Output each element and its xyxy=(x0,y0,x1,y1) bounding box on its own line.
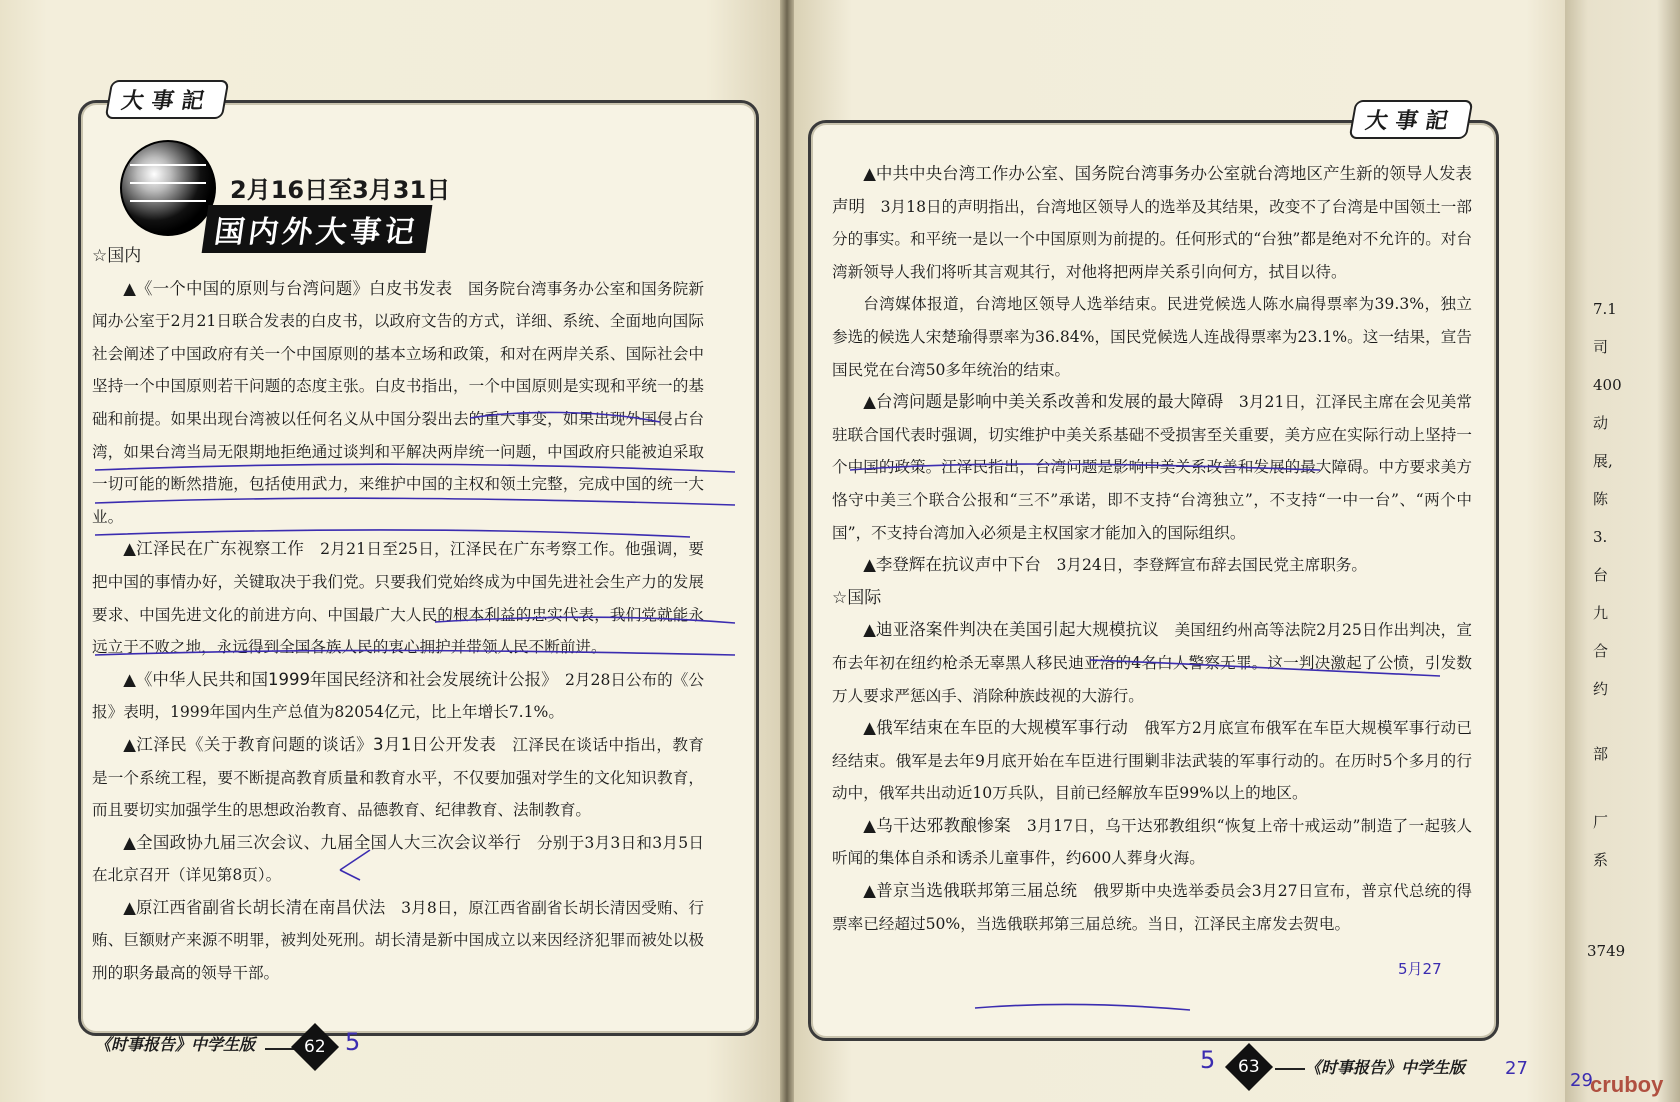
left-section-tag: 大事記 xyxy=(105,80,230,119)
item-headline: ▲中共中央台湾工作办公室、国务院台湾事务办公室就台湾地区产生新的领导人发表声明 xyxy=(832,164,1472,216)
edge-text-lower: 部 厂 系 xyxy=(1593,745,1609,869)
right-page-number: 63 xyxy=(1225,1043,1273,1091)
right-section-tag: 大事記 xyxy=(1349,100,1474,139)
edge-text-column: 7.1 司 400 动 展, 陈 3. 台 九 合 约 xyxy=(1593,300,1622,698)
banner-title: 国内外大事记 xyxy=(202,205,433,253)
underline-stroke xyxy=(95,498,735,505)
underline-stroke xyxy=(850,464,1320,470)
underline-stroke xyxy=(435,617,735,623)
corner-mark: 27 xyxy=(1505,1058,1528,1079)
corner-mark: 29 xyxy=(1570,1070,1593,1091)
item-body: 俄罗斯中央选举委员会3月27日宣布，普京代总统的得票率已经超过50%，当选俄联邦第三届总统。当日，江泽民主席发去贺电。 xyxy=(832,882,1472,933)
left-footer: 《时事报告》中学生版 xyxy=(95,1035,256,1054)
item-body: 美国纽约州高等法院2月25日作出判决，宣布去年初在纽约枪杀无辜黑人移民迪亚洛的4名白人警察无罪。这一判决激起了公愤，引发数万人要求严惩凶手、消除种族歧视的大游行。 xyxy=(832,621,1472,705)
item-body: 国务院台湾事务办公室和国务院新闻办公室于2月21日联合发表的白皮书，以政府文告的方式，详细、系统、全面地向国际社会阐述了中国政府有关一个中国原则的基本立场和政策，和对在两岸关系、国际社会中坚持一个中国原则若干问题的态度主张。白皮书指出，一个中国原则是实现和平统一的基础和前提。如果出现台湾被以任何名义从中国分裂出去的重大事变，如果出现外国侵占台湾，如果台湾当局无限期地拒绝通过谈判和平解决两岸统一问题，中国政府只能被迫采取一切可能的断然措施，包括使用武力，来维护中国的主权和领土完整，完成中国的统一大业。 xyxy=(92,279,704,526)
handwritten-mark: 5 xyxy=(345,1028,361,1056)
watermark: cruboy xyxy=(1590,1072,1664,1097)
item-body: 俄军方2月底宣布俄军在车臣大规模军事行动已经结束。俄军是去年9月底开始在车臣进行围剿非法武装的军事行动的。在历时5个多月的行动中，俄军共出动近10万兵队，目前已经解放车臣99%以上的地区。 xyxy=(832,719,1472,803)
item-headline: ▲《一个中国的原则与台湾问题》白皮书发表 xyxy=(123,278,453,298)
underline-stroke xyxy=(1090,660,1440,676)
item-headline: ▲李登辉在抗议声中下台 xyxy=(863,555,1041,575)
left-page-number: 62 xyxy=(291,1023,339,1071)
item-body: 台湾媒体报道，台湾地区领导人选举结束。民进党候选人陈水扁得票率为39.3%，独立参选的候选人宋楚瑜得票率为36.84%，国民党候选人连战得票率为23.1%。这一结果，宣告国民党在台湾50多年统治的结束。 xyxy=(832,295,1472,379)
item-body: 3月18日的声明指出，台湾地区领导人的选举及其结果，改变不了台湾是中国领土一部分的事实。和平统一是以一个中国原则为前提的。任何形式的“台独”都是绝对不允许的。对台湾新领导人我们将听其言观其行，对他将把两岸关系引向何方，拭目以待。 xyxy=(832,197,1472,281)
item-body: 3月17日，乌干达邪教组织“恢复上帝十戒运动”制造了一起骇人听闻的集体自杀和诱杀儿童事件，约600人葬身火海。 xyxy=(832,816,1472,868)
item-body: 3月8日，原江西省副省长胡长清因受贿、行贿、巨额财产来源不明罪，被判处死刑。胡长清是新中国成立以来因经济犯罪而被处以极刑的职务最高的领导干部。 xyxy=(92,898,704,983)
underline-stroke xyxy=(95,464,735,472)
arrow-stroke xyxy=(340,850,370,880)
underline-stroke xyxy=(95,650,735,655)
item-headline: ▲江泽民在广东视察工作 xyxy=(123,539,305,559)
item-headline: ▲江泽民《关于教育问题的谈话》3月1日公开发表 xyxy=(123,734,497,754)
handwritten-mark: 5 xyxy=(1200,1046,1216,1074)
item-headline: ▲普京当选俄联邦第三届总统 xyxy=(863,881,1078,901)
domestic-heading: ☆国内 xyxy=(92,246,142,266)
item-body: 3月21日，江泽民主席在会见美常驻联合国代表时强调，切实维护中美关系基础不受损害至关重要，美方应在实际行动上坚持一个中国的政策。江泽民指出，台湾问题是影响中美关系改善和发展的最大障碍。中方要求美方恪守中美三个联合公报和“三不”承诺，即不支持“台湾独立”，不支持“一中一台”、“两个中国”，不支持台湾加入必须是主权国家才能加入的国际组织。 xyxy=(832,393,1472,542)
item-headline: ▲迪亚洛案件判决在美国引起大规模抗议 xyxy=(863,620,1159,640)
edge-number: 3749 xyxy=(1587,942,1626,960)
item-headline: ▲《中华人民共和国1999年国民经济和社会发展统计公报》 xyxy=(123,669,550,689)
item-body: 3月24日，李登辉宣布辞去国民党主席职务。 xyxy=(1056,556,1367,575)
underline-stroke xyxy=(470,412,660,422)
item-headline: ▲俄军结束在车臣的大规模军事行动 xyxy=(863,718,1129,738)
banner-date: 2月16日至3月31日 xyxy=(230,176,451,204)
item-body: 2月28日公布的《公报》表明，1999年国内生产总值为82054亿元，比上年增长7.1%。 xyxy=(92,670,704,722)
handwritten-note: 5月27 xyxy=(1398,960,1442,978)
international-heading: ☆国际 xyxy=(832,587,882,608)
item-headline: ▲乌干达邪教酿惨案 xyxy=(863,815,1011,835)
item-body: 分别于3月3日和3月5日在北京召开（详见第8页）。 xyxy=(92,833,704,885)
item-headline: ▲原江西省副省长胡长清在南昌伏法 xyxy=(123,897,386,917)
underline-stroke xyxy=(95,530,690,537)
right-footer: 《时事报告》中学生版 xyxy=(1305,1058,1466,1077)
underline-stroke xyxy=(975,1004,1190,1010)
item-headline: ▲台湾问题是影响中美关系改善和发展的最大障碍 xyxy=(863,392,1224,412)
item-headline: ▲全国政协九届三次会议、九届全国人大三次会议举行 xyxy=(123,832,522,852)
item-body: 江泽民在谈话中指出，教育是一个系统工程，要不断提高教育质量和教育水平，不仅要加强对学生的文化知识教育，而且要切实加强学生的思想政治教育、品德教育、纪律教育、法制教育。 xyxy=(92,735,704,820)
item-body: 2月21日至25日，江泽民在广东考察工作。他强调，要把中国的事情办好，关键取决于我们党。只要我们党始终成为中国先进社会生产力的发展要求、中国先进文化的前进方向、中国最广大人民的根本利益的忠实代表，我们党就能永远立于不败之地，永远得到全国各族人民的衷心拥护并带领人民不断前进。 xyxy=(92,540,704,657)
